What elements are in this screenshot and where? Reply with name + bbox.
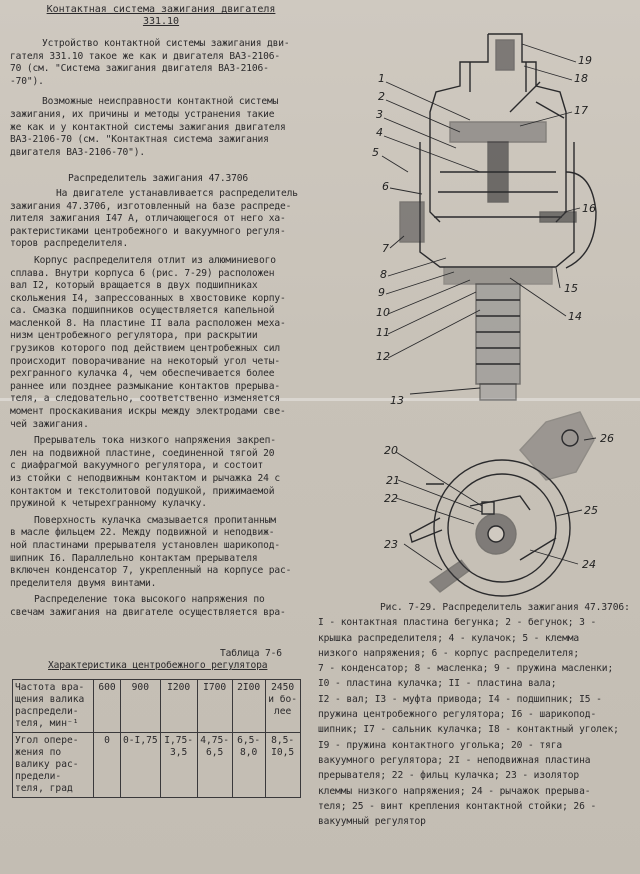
table-cell: I200 (160, 679, 197, 732)
text-line: рактеристиками центробежного и вакуумного регуля- (10, 225, 286, 237)
table-cell: 0 (94, 732, 121, 797)
table-cell: Частота вра- щения валика распредели- теля, мин⁻¹ (13, 679, 94, 732)
label-10: 10 (376, 306, 390, 319)
text-line: теля, а следовательно, соответственно изменяется (10, 393, 281, 405)
text-line: в масле фильцем 22. Между подвижной и неподвиж- (10, 527, 275, 539)
text-line: происходит поворачивание на некоторый угол четы- (10, 355, 281, 367)
text-line: Корпус распределителя отлит из алюминиевого (34, 254, 276, 266)
label-2: 2 (378, 90, 385, 103)
label-21: 21 (386, 474, 400, 487)
caption-line: крышка распределителя; 4 - кулачок; 5 - клемма (318, 632, 580, 644)
text-line: пружиной к четырехгранному кулачку. (10, 498, 207, 510)
label-19: 19 (578, 54, 592, 67)
label-9: 9 (378, 286, 385, 299)
paragraph-5 (10, 594, 312, 619)
centrifugal-regulator-table (12, 679, 301, 798)
label-25: 25 (584, 504, 598, 517)
table-cell: 2I00 (232, 679, 265, 732)
caption-line: I2 - вал; I3 - муфта привода; I4 - подшипник; I5 - (318, 693, 602, 705)
text-line: 70 (см. "Система зажигания двигателя ВАЗ-2106- (10, 63, 269, 75)
label-11: 11 (376, 326, 390, 339)
text-line: двигателя ВАЗ-2106-70"). (10, 146, 146, 158)
paragraph-2 (10, 255, 312, 431)
table-title: Характеристика центробежного регулятора (48, 660, 268, 672)
table-cell: I700 (197, 679, 232, 732)
label-5: 5 (372, 146, 379, 159)
label-18: 18 (574, 72, 588, 85)
caption-line: теля; 25 - винт крепления контактной стойки; 26 - (318, 800, 597, 812)
text-line: рехгранного кулачка 4, чем обеспечивается более (10, 368, 275, 380)
text-line: низм центробежного регулятора, при раскрытии (10, 330, 258, 342)
text-line: торов распределителя. (10, 238, 129, 250)
label-17: 17 (574, 104, 588, 117)
table-cell: 6,5- 8,0 (232, 732, 265, 797)
caption-line: 7 - конденсатор; 8 - масленка; 9 - пружина масленки; (318, 663, 614, 675)
text-line: зажигания, их причины и методы устранения такие (10, 108, 275, 120)
caption-line: шипник; I7 - сальник кулачка; I8 - контактный уголек; (318, 724, 619, 736)
text-line: скольжения I4, запрессованных в хвостовике корпу- (10, 292, 286, 304)
label-7: 7 (382, 242, 389, 255)
label-6: 6 (382, 180, 389, 193)
text-line: момент проскакивания искры между электродами све- (10, 406, 286, 418)
caption-line: прерывателя; 22 - фильц кулачка; 23 - изолятор (318, 770, 580, 782)
text-line: Поверхность кулачка смазывается пропитанным (34, 514, 276, 526)
table-cell: 600 (94, 679, 121, 732)
text-line: Возможные неисправности контактной системы (42, 96, 279, 108)
caption-line: I0 - пластина кулачка; II - пластина вала; (318, 678, 557, 690)
label-1: 1 (378, 72, 385, 85)
caption-line: I9 - пружина контактного уголька; 20 - тяга (318, 739, 563, 751)
text-line: пределителя двумя винтами. (10, 577, 157, 589)
text-line: сплава. Внутри корпуса 6 (рис. 7-29) расположен (10, 267, 275, 279)
table-cell: 8,5- I0,5 (265, 732, 300, 797)
caption-line: клеммы низкого напряжения; 24 - рычажок прерыва- (318, 785, 591, 797)
text-line: вал I2, который вращается в двух подшипниках (10, 280, 258, 292)
text-line: гателя 331.10 такое же как и двигателя ВАЗ-2106- (10, 50, 281, 62)
table-cell: 0-I,75 (121, 732, 161, 797)
distributor-top-view-drawing (370, 410, 640, 600)
text-line: раннее или позднее размыкание контактов прерыва- (10, 380, 281, 392)
caption-line: низкого напряжения; 6 - корпус распределителя; (318, 647, 580, 659)
caption-line: вакуумный регулятор (318, 816, 426, 828)
label-3: 3 (376, 108, 383, 121)
label-26: 26 (600, 432, 614, 445)
text-line: же как и у контактной системы зажигания двигателя (10, 121, 286, 133)
page-title: Контактная система зажигания двигателя (46, 4, 276, 15)
text-line: чей зажигания. (10, 418, 89, 430)
text-line: ной пластинами прерывателя установлен шарикопод- (10, 539, 281, 551)
text-line: ВАЗ-2106-70 (см. "Контактная система зажигания (10, 134, 269, 146)
label-20: 20 (384, 444, 398, 457)
label-4: 4 (376, 126, 383, 139)
table-label: Таблица 7-6 (220, 647, 282, 659)
table-cell: I,75- 3,5 (160, 732, 197, 797)
label-8: 8 (380, 268, 387, 281)
caption-line: вакуумного регулятора; 2I - неподвижная пластина (318, 754, 591, 766)
label-16: 16 (582, 202, 596, 215)
text-line: свечам зажигания на двигателе осуществляется вра- (10, 606, 286, 618)
text-line: зажигания 47.3706, изготовленный на базе распреде- (10, 200, 292, 212)
page-subtitle: 331.10 (142, 16, 180, 27)
distributor-section-drawing (360, 22, 630, 412)
label-15: 15 (564, 282, 578, 295)
label-12: 12 (376, 350, 390, 363)
table-cell: Угол опере- жения по валику рас- предели- теля, град (13, 732, 94, 797)
table-row (13, 679, 301, 732)
text-line: шипник I6. Параллельно контактам прерывателя (10, 552, 258, 564)
label-23: 23 (384, 538, 398, 551)
table-cell: 2450 и бо- лее (265, 679, 300, 732)
figure-caption (318, 600, 640, 829)
caption-line: I - контактная пластина бегунка; 2 - бегунок; 3 - (318, 617, 597, 629)
text-line: включен конденсатор 7, укрепленный на корпусе рас- (10, 565, 292, 577)
label-22: 22 (384, 492, 398, 505)
caption-line: Рис. 7-29. Распределитель зажигания 47.3706: (380, 602, 630, 613)
text-line: масленкой 8. На пластине II вала расположен меха- (10, 317, 286, 329)
text-line: Распределение тока высокого напряжения по (34, 594, 265, 606)
text-line: На двигателе устанавливается распределитель (56, 187, 298, 199)
paragraph-1 (10, 188, 312, 251)
intro-paragraph (10, 38, 312, 88)
text-line: грузиков которого под действием центробежных сил (10, 343, 281, 355)
paragraph-4 (10, 515, 312, 591)
caption-line: пружина центробежного регулятора; I6 - шарикопод- (318, 709, 597, 721)
text-line: из стойки с неподвижным контактом и рычажка 24 с (10, 473, 281, 484)
label-24: 24 (582, 558, 596, 571)
text-line: Прерыватель тока низкого напряжения закреп- (34, 435, 276, 447)
text-line: контактом и текстолитовой подушкой, прижимаемой (10, 485, 275, 497)
left-text-column (10, 4, 312, 798)
table-cell: 4,75- 6,5 (197, 732, 232, 797)
table-cell: 900 (121, 679, 161, 732)
section-heading: Распределитель зажигания 47.3706 (68, 173, 249, 185)
label-13: 13 (390, 394, 404, 407)
text-line: с диафрагмой вакуумного регулятора, и состоит (10, 460, 264, 472)
text-line: Устройство контактной системы зажигания дви- (42, 38, 290, 49)
paragraph-3 (10, 435, 312, 511)
table-row (13, 732, 301, 797)
faults-paragraph (10, 96, 312, 159)
text-line: лен на подвижной пластине, соединенной тягой 20 (10, 447, 275, 459)
text-line: лителя зажигания I47 А, отличающегося от него ха- (10, 213, 286, 225)
text-line: са. Смазка подшипников осуществляется капельной (10, 305, 275, 317)
label-14: 14 (568, 310, 582, 323)
text-line: -70"). (10, 75, 44, 87)
